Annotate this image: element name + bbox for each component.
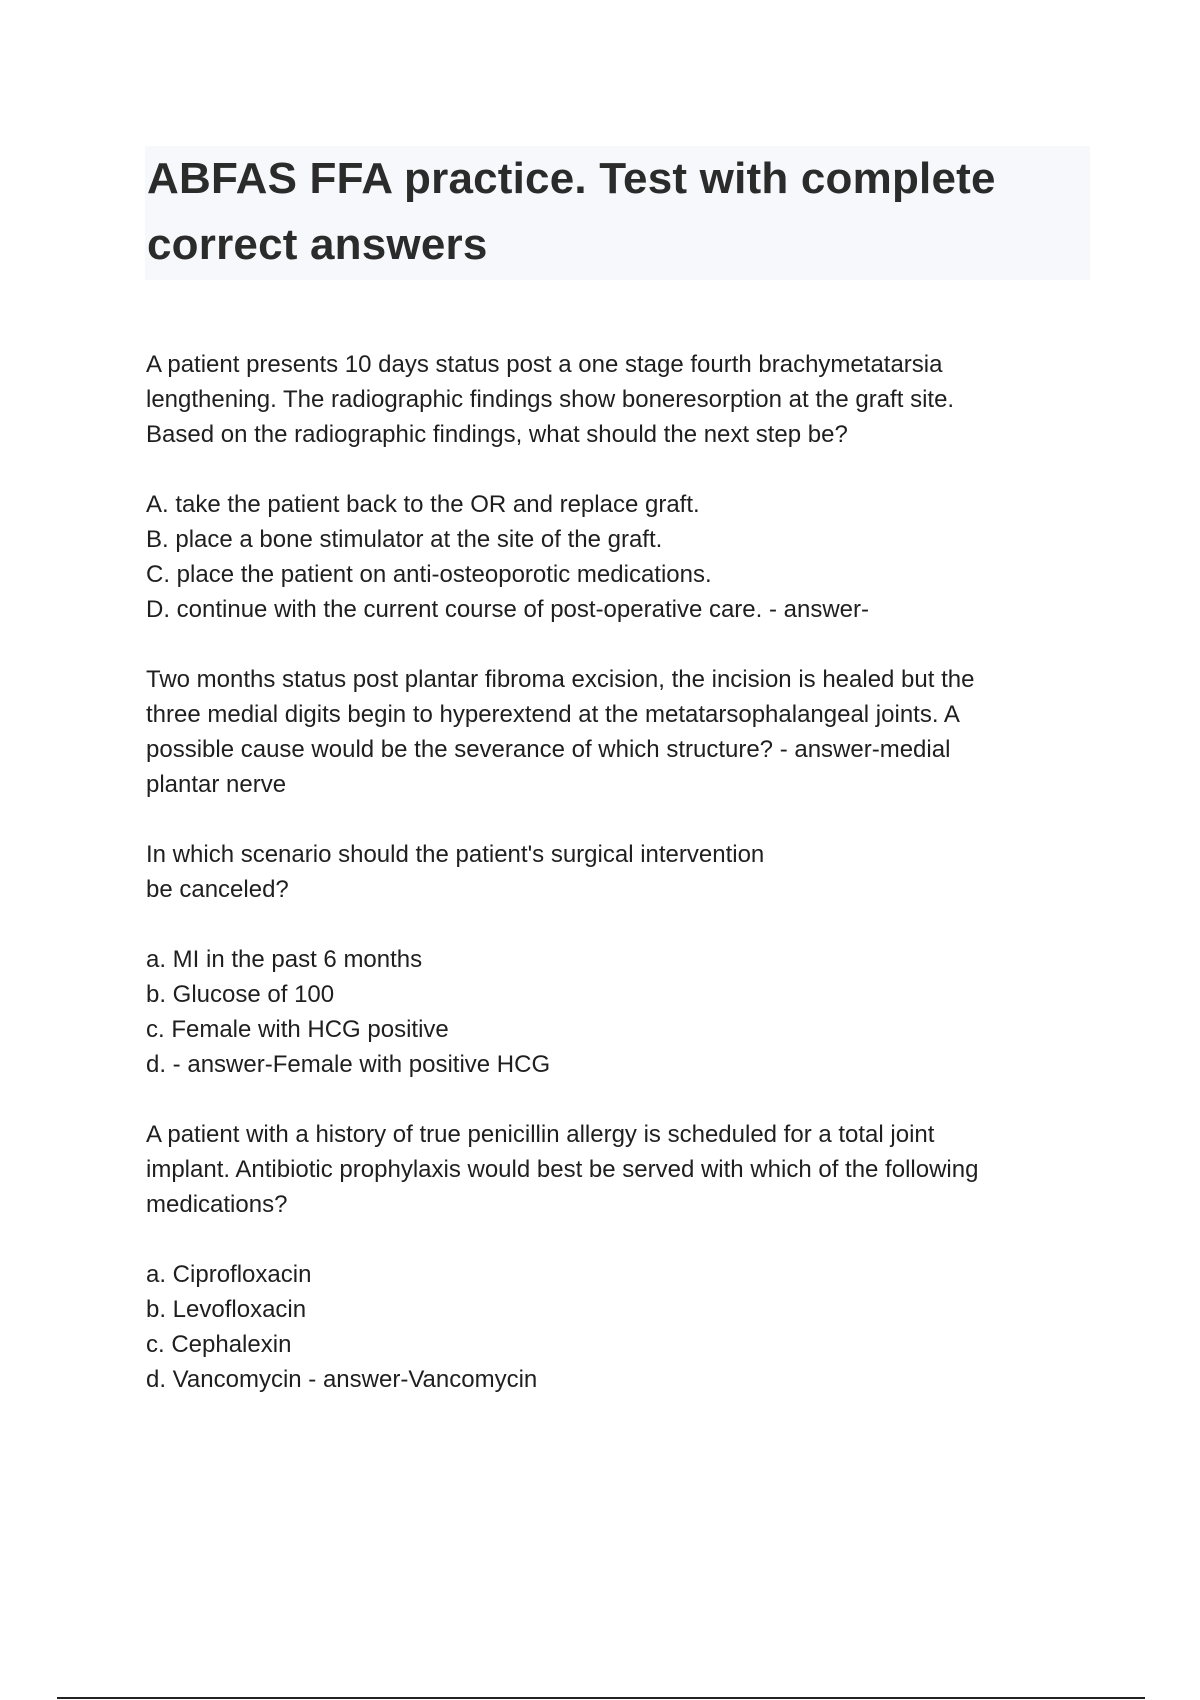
question-3-options [146,942,1096,1082]
answer-option: a. MI in the past 6 months [146,946,423,973]
answer-option: a. Ciprofloxacin [146,1261,312,1288]
answer-option: d. - answer-Female with positive HCG [146,1051,551,1078]
question-text-line: Two months status post plantar fibroma excision, the incision is healed but the [146,666,975,693]
question-1-options [146,487,1096,627]
question-text-line: possible cause would be the severance of which structure? - answer-medial [146,736,951,763]
question-text-line: be canceled? [146,876,289,903]
question-text-line: A patient presents 10 days status post a one stage fourth brachymetatarsia [146,351,943,378]
document-title [147,146,1090,278]
answer-option: A. take the patient back to the OR and replace graft. [146,491,700,518]
question-text-line: In which scenario should the patient's surgical intervention [146,841,765,868]
title-line: ABFAS FFA practice. Test with complete [147,154,996,203]
question-text-line: implant. Antibiotic prophylaxis would best be served with which of the following [146,1156,979,1183]
question-1-stem [146,347,1096,452]
question-text-line: Based on the radiographic findings, what should the next step be? [146,421,848,448]
question-text-line: plantar nerve [146,771,287,798]
question-text-line: lengthening. The radiographic findings show boneresorption at the graft site. [146,386,955,413]
answer-option: b. Glucose of 100 [146,981,335,1008]
question-text-line: A patient with a history of true penicillin allergy is scheduled for a total joint [146,1121,935,1148]
title-block [145,146,1090,280]
question-2-stem [146,662,1096,802]
footer-divider [57,1697,1145,1699]
answer-option: c. Cephalexin [146,1331,292,1358]
title-line: correct answers [147,220,488,269]
question-4-stem [146,1117,1096,1222]
answer-option: b. Levofloxacin [146,1296,307,1323]
question-text-line: medications? [146,1191,288,1218]
answer-option: D. continue with the current course of post-operative care. - answer- [146,596,869,623]
answer-option: c. Female with HCG positive [146,1016,449,1043]
answer-option: B. place a bone stimulator at the site of the graft. [146,526,663,553]
question-4-options [146,1257,1096,1397]
answer-option: d. Vancomycin - answer-Vancomycin [146,1366,538,1393]
answer-option: C. place the patient on anti-osteoporotic medications. [146,561,712,588]
question-text-line: three medial digits begin to hyperextend at the metatarsophalangeal joints. A [146,701,960,728]
document-body [146,347,1096,1432]
question-3-stem [146,837,1096,907]
